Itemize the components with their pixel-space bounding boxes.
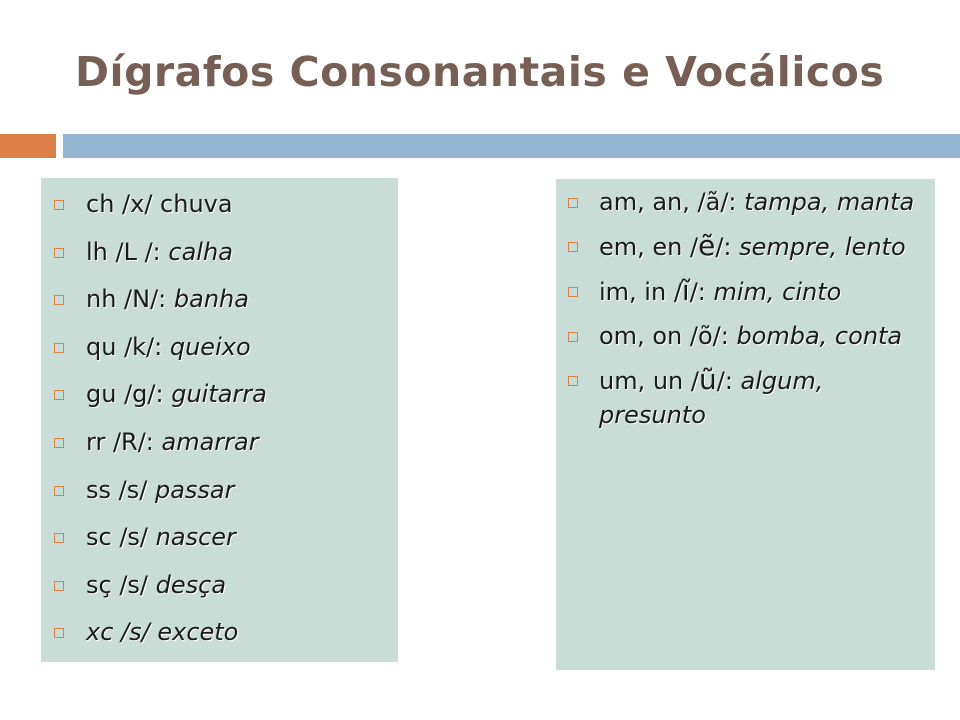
phoneme-symbol: ĩ [681,274,690,307]
digraph-label-prefix: am, an, / [599,188,706,216]
example-words: tampa, manta [744,188,915,216]
digraph-label-suffix: /: [720,188,745,216]
digraph-label-suffix: /: [689,278,714,306]
digraph-label-suffix: /: [715,233,740,261]
example-word: calha [168,237,233,266]
example-word: passar [154,475,235,504]
hollow-square-bullet-icon [54,343,64,353]
hollow-square-bullet-icon [54,486,64,496]
digraph-label: qu /k/: [86,332,170,361]
hollow-square-bullet-icon [54,438,64,448]
list-item [41,426,398,474]
title-underline-bar [63,134,960,158]
consonantal-digraphs-panel [41,178,398,662]
example-word: nascer [155,523,236,552]
example-words: mim, cinto [713,278,842,306]
digraph-label-prefix: om, on / [599,322,698,350]
digraph-label-suffix: /: [716,367,741,395]
hollow-square-bullet-icon [54,390,64,400]
example-words: sempre, lento [739,233,906,261]
example-word: guitarra [171,380,267,409]
hollow-square-bullet-icon [54,248,64,258]
example-word: banha [173,285,249,314]
phoneme-symbol: õ [697,322,713,350]
list-item [556,185,935,219]
phoneme-symbol: ã [705,188,721,216]
digraph-label: gu /g/: [86,380,172,409]
digraph-label: ch /x/ [86,190,161,218]
list-item [41,569,398,617]
hollow-square-bullet-icon [568,332,578,342]
example-word: desça [155,570,227,599]
slide-title: Dígrafos Consonantais e Vocálicos [75,48,885,96]
digraph-label: xc /s/ [86,618,158,647]
list-item [41,283,398,331]
hollow-square-bullet-icon [54,295,64,305]
example-word: chuva [160,190,233,218]
phoneme-symbol: ẽ [698,229,716,262]
digraph-label: ss /s/ [86,475,155,504]
list-item [41,521,398,569]
example-words: bomba, conta [736,322,903,350]
example-word: amarrar [161,427,259,456]
hollow-square-bullet-icon [568,242,578,252]
digraph-label: rr /R/: [86,427,162,456]
list-item [41,474,398,522]
list-item [41,236,398,284]
example-words: algum, presunto [599,367,824,429]
list-item [41,378,398,426]
hollow-square-bullet-icon [54,200,64,210]
list-item [556,363,935,432]
title-accent-bar [0,134,56,158]
digraph-label: nh /N/: [86,285,174,314]
hollow-square-bullet-icon [568,198,578,208]
list-item [556,274,935,309]
digraph-label: lh /L /: [86,237,169,266]
hollow-square-bullet-icon [54,533,64,543]
digraph-label-prefix: im, in / [599,278,682,306]
list-item [556,319,935,353]
list-item [41,331,398,379]
vowel-digraphs-panel [556,179,935,670]
list-item [556,229,935,264]
digraph-label: sc /s/ [86,523,156,552]
list-item [41,188,398,236]
digraph-label: sç /s/ [86,570,156,599]
example-word: exceto [157,618,239,647]
example-word: queixo [169,332,251,361]
list-item [41,616,398,664]
hollow-square-bullet-icon [568,287,578,297]
hollow-square-bullet-icon [54,581,64,591]
hollow-square-bullet-icon [568,376,578,386]
digraph-label-prefix: um, un / [599,367,699,395]
hollow-square-bullet-icon [54,628,64,638]
phoneme-symbol: ũ [698,363,717,396]
digraph-label-prefix: em, en / [599,233,699,261]
digraph-label-suffix: /: [712,322,737,350]
